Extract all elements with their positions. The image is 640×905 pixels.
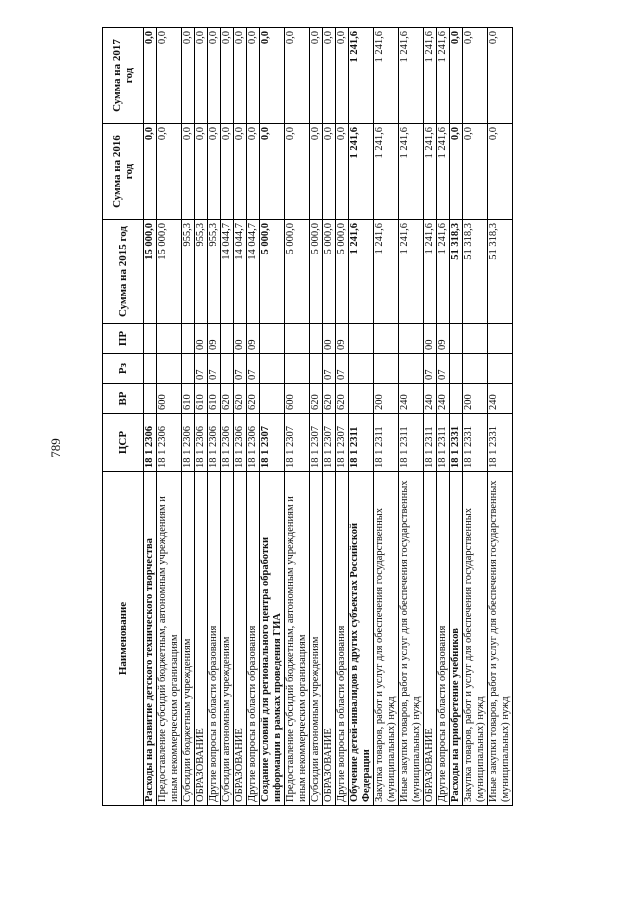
row-pr-cell: 09 [247,324,260,354]
row-rz-cell: 07 [323,354,336,384]
row-vr-cell: 240 [488,384,513,414]
row-rz-cell: 07 [195,354,208,384]
row-rz-cell [310,354,323,384]
row-sum-2016-cell: 0,0 [144,124,157,220]
row-vr-cell: 620 [310,384,323,414]
row-rz-cell [221,354,234,384]
row-sum-2017-cell: 0,0 [234,28,247,124]
budget-table [102,27,513,806]
row-sum-2016-cell: 1 241,6 [437,124,450,220]
row-sum-2017-cell: 0,0 [323,28,336,124]
row-sum-2015-cell: 14 044,7 [247,220,260,324]
row-sum-2016-cell: 1 241,6 [424,124,437,220]
row-csr-cell: 18 1 2331 [450,414,463,472]
row-vr-cell: 620 [247,384,260,414]
row-sum-2015-cell: 955,3 [182,220,195,324]
row-sum-2017-cell: 1 241,6 [437,28,450,124]
row-vr-cell [260,384,285,414]
row-rz-cell [157,354,182,384]
row-csr-cell: 18 1 2307 [285,414,310,472]
row-rz-cell: 07 [208,354,221,384]
row-vr-cell: 620 [234,384,247,414]
page-number: 789 [48,438,63,458]
row-pr-cell [157,324,182,354]
row-name-cell: Субсидии автономным учреждениям [310,472,323,806]
header-rz: Рз [103,354,144,384]
row-csr-cell: 18 1 2306 [157,414,182,472]
row-sum-2017-cell: 0,0 [157,28,182,124]
row-rz-cell [285,354,310,384]
row-sum-2017-cell: 0,0 [144,28,157,124]
row-csr-cell: 18 1 2306 [195,414,208,472]
row-sum-2017-cell: 0,0 [182,28,195,124]
row-sum-2016-cell: 1 241,6 [349,124,374,220]
header-name: Наименование [103,472,144,806]
row-csr-cell: 18 1 2331 [463,414,488,472]
row-sum-2015-cell: 15 000,0 [157,220,182,324]
row-sum-2016-cell: 0,0 [285,124,310,220]
row-pr-cell [450,324,463,354]
row-rz-cell [450,354,463,384]
header-csr: ЦСР [103,414,144,472]
row-sum-2015-cell: 1 241,6 [437,220,450,324]
row-sum-2017-cell: 0,0 [247,28,260,124]
row-sum-2015-cell: 51 318,3 [450,220,463,324]
rotated-table-content [102,28,599,806]
row-sum-2017-cell: 1 241,6 [349,28,374,124]
row-name-cell: Обучение детей-инвалидов в других субъектах Российской Федерации [349,472,374,806]
row-csr-cell: 18 1 2311 [399,414,424,472]
row-vr-cell [450,384,463,414]
table-row [247,28,260,806]
table-row [260,28,285,806]
row-csr-cell: 18 1 2311 [424,414,437,472]
row-vr-cell: 240 [399,384,424,414]
row-csr-cell: 18 1 2306 [144,414,157,472]
header-sum-2015: Сумма на 2015 год [103,220,144,324]
row-sum-2015-cell: 51 318,3 [463,220,488,324]
row-vr-cell: 620 [336,384,349,414]
row-sum-2017-cell: 0,0 [260,28,285,124]
row-csr-cell: 18 1 2311 [374,414,399,472]
row-pr-cell: 00 [195,324,208,354]
row-name-cell: Другие вопросы в области образования [437,472,450,806]
row-rz-cell [374,354,399,384]
row-rz-cell: 07 [424,354,437,384]
table-row [310,28,323,806]
row-vr-cell: 600 [157,384,182,414]
row-sum-2015-cell: 5 000,0 [260,220,285,324]
table-row [336,28,349,806]
table-row [157,28,182,806]
row-sum-2015-cell: 955,3 [195,220,208,324]
row-name-cell: Другие вопросы в области образования [336,472,349,806]
row-sum-2017-cell: 0,0 [488,28,513,124]
row-csr-cell: 18 1 2311 [437,414,450,472]
row-sum-2016-cell: 0,0 [463,124,488,220]
row-rz-cell [260,354,285,384]
row-vr-cell: 240 [437,384,450,414]
row-sum-2015-cell: 1 241,6 [374,220,399,324]
row-name-cell: Предоставление субсидий бюджетным, автономным учреждениям и иным некоммерческим организациям [157,472,182,806]
row-pr-cell [221,324,234,354]
row-rz-cell [463,354,488,384]
row-rz-cell: 07 [247,354,260,384]
header-pr: ПР [103,324,144,354]
row-name-cell: ОБРАЗОВАНИЕ [323,472,336,806]
row-pr-cell [488,324,513,354]
row-sum-2016-cell: 0,0 [247,124,260,220]
header-sum-2016: Сумма на 2016 год [103,124,144,220]
row-pr-cell: 00 [323,324,336,354]
row-csr-cell: 18 1 2307 [260,414,285,472]
row-sum-2015-cell: 1 241,6 [399,220,424,324]
row-name-cell: ОБРАЗОВАНИЕ [195,472,208,806]
row-pr-cell: 09 [208,324,221,354]
row-vr-cell: 200 [463,384,488,414]
table-row [195,28,208,806]
row-csr-cell: 18 1 2311 [349,414,374,472]
row-name-cell: Предоставление субсидий бюджетным, автономным учреждениям и иным некоммерческим организациям [285,472,310,806]
row-vr-cell: 200 [374,384,399,414]
row-sum-2017-cell: 1 241,6 [399,28,424,124]
row-pr-cell [463,324,488,354]
row-sum-2017-cell: 1 241,6 [374,28,399,124]
table-row [374,28,399,806]
table-row [463,28,488,806]
row-pr-cell [310,324,323,354]
row-name-cell: Создание условий для регионального центра обработки информации в рамках проведения ГИА [260,472,285,806]
row-sum-2015-cell: 14 044,7 [234,220,247,324]
row-sum-2015-cell: 5 000,0 [285,220,310,324]
row-sum-2017-cell: 1 241,6 [424,28,437,124]
row-rz-cell: 07 [336,354,349,384]
row-sum-2017-cell: 0,0 [463,28,488,124]
row-name-cell: Иные закупки товаров, работ и услуг для обеспечения государственных (муниципальных) нужд [488,472,513,806]
row-vr-cell: 620 [221,384,234,414]
row-pr-cell [182,324,195,354]
row-sum-2016-cell: 0,0 [323,124,336,220]
row-vr-cell: 610 [208,384,221,414]
row-pr-cell [399,324,424,354]
table-row [488,28,513,806]
row-sum-2015-cell: 955,3 [208,220,221,324]
row-sum-2016-cell: 0,0 [157,124,182,220]
table-row [323,28,336,806]
row-sum-2017-cell: 0,0 [195,28,208,124]
row-rz-cell [349,354,374,384]
row-rz-cell [488,354,513,384]
row-sum-2016-cell: 0,0 [195,124,208,220]
row-name-cell: Субсидии автономным учреждениям [221,472,234,806]
row-name-cell: Иные закупки товаров, работ и услуг для обеспечения государственных (муниципальных) нужд [399,472,424,806]
row-csr-cell: 18 1 2306 [208,414,221,472]
table-row [144,28,157,806]
row-csr-cell: 18 1 2306 [234,414,247,472]
row-pr-cell: 00 [424,324,437,354]
row-name-cell: ОБРАЗОВАНИЕ [234,472,247,806]
row-sum-2016-cell: 0,0 [182,124,195,220]
row-name-cell: Расходы на развитие детского технического творчества [144,472,157,806]
row-sum-2016-cell: 0,0 [221,124,234,220]
row-pr-cell [285,324,310,354]
row-sum-2015-cell: 51 318,3 [488,220,513,324]
row-rz-cell [399,354,424,384]
row-rz-cell [144,354,157,384]
row-vr-cell: 600 [285,384,310,414]
header-vr: ВР [103,384,144,414]
row-sum-2015-cell: 15 000,0 [144,220,157,324]
row-sum-2015-cell: 5 000,0 [336,220,349,324]
table-header-row [103,28,144,806]
row-sum-2017-cell: 0,0 [285,28,310,124]
row-vr-cell: 610 [195,384,208,414]
table-row [182,28,195,806]
row-csr-cell: 18 1 2306 [221,414,234,472]
table-row [234,28,247,806]
row-name-cell: Закупка товаров, работ и услуг для обеспечения государственных (муниципальных) нужд [463,472,488,806]
row-sum-2017-cell: 0,0 [450,28,463,124]
table-row [221,28,234,806]
row-sum-2016-cell: 0,0 [488,124,513,220]
row-pr-cell [260,324,285,354]
row-sum-2017-cell: 0,0 [310,28,323,124]
row-sum-2015-cell: 1 241,6 [349,220,374,324]
row-vr-cell [144,384,157,414]
row-vr-cell [349,384,374,414]
header-sum-2017: Сумма на 2017 год [103,28,144,124]
row-csr-cell: 18 1 2307 [310,414,323,472]
row-rz-cell: 07 [234,354,247,384]
row-name-cell: ОБРАЗОВАНИЕ [424,472,437,806]
row-csr-cell: 18 1 2307 [323,414,336,472]
rotated-table-frame [102,28,599,806]
row-sum-2016-cell: 0,0 [208,124,221,220]
row-sum-2016-cell: 0,0 [260,124,285,220]
row-sum-2015-cell: 5 000,0 [310,220,323,324]
row-rz-cell [182,354,195,384]
row-name-cell: Другие вопросы в области образования [208,472,221,806]
row-vr-cell: 610 [182,384,195,414]
row-csr-cell: 18 1 2306 [182,414,195,472]
row-pr-cell [374,324,399,354]
row-vr-cell: 620 [323,384,336,414]
row-pr-cell: 00 [234,324,247,354]
row-rz-cell: 07 [437,354,450,384]
table-row [399,28,424,806]
table-row [349,28,374,806]
row-name-cell: Субсидии бюджетным учреждениям [182,472,195,806]
table-row [450,28,463,806]
row-sum-2016-cell: 0,0 [310,124,323,220]
table-row [285,28,310,806]
table-row [208,28,221,806]
row-vr-cell: 240 [424,384,437,414]
row-name-cell: Другие вопросы в области образования [247,472,260,806]
row-sum-2016-cell: 1 241,6 [374,124,399,220]
table-row [424,28,437,806]
row-sum-2016-cell: 0,0 [234,124,247,220]
row-csr-cell: 18 1 2307 [336,414,349,472]
row-csr-cell: 18 1 2306 [247,414,260,472]
row-name-cell: Закупка товаров, работ и услуг для обеспечения государственных (муниципальных) нужд [374,472,399,806]
row-sum-2017-cell: 0,0 [221,28,234,124]
row-sum-2015-cell: 1 241,6 [424,220,437,324]
row-name-cell: Расходы на приобретение учебников [450,472,463,806]
row-pr-cell [349,324,374,354]
row-sum-2015-cell: 14 044,7 [221,220,234,324]
table-body [144,28,513,806]
row-csr-cell: 18 1 2331 [488,414,513,472]
row-sum-2016-cell: 1 241,6 [399,124,424,220]
row-pr-cell: 09 [336,324,349,354]
row-sum-2016-cell: 0,0 [450,124,463,220]
row-pr-cell: 09 [437,324,450,354]
row-sum-2016-cell: 0,0 [336,124,349,220]
row-pr-cell [144,324,157,354]
row-sum-2017-cell: 0,0 [336,28,349,124]
table-row [437,28,450,806]
row-sum-2015-cell: 5 000,0 [323,220,336,324]
row-sum-2017-cell: 0,0 [208,28,221,124]
